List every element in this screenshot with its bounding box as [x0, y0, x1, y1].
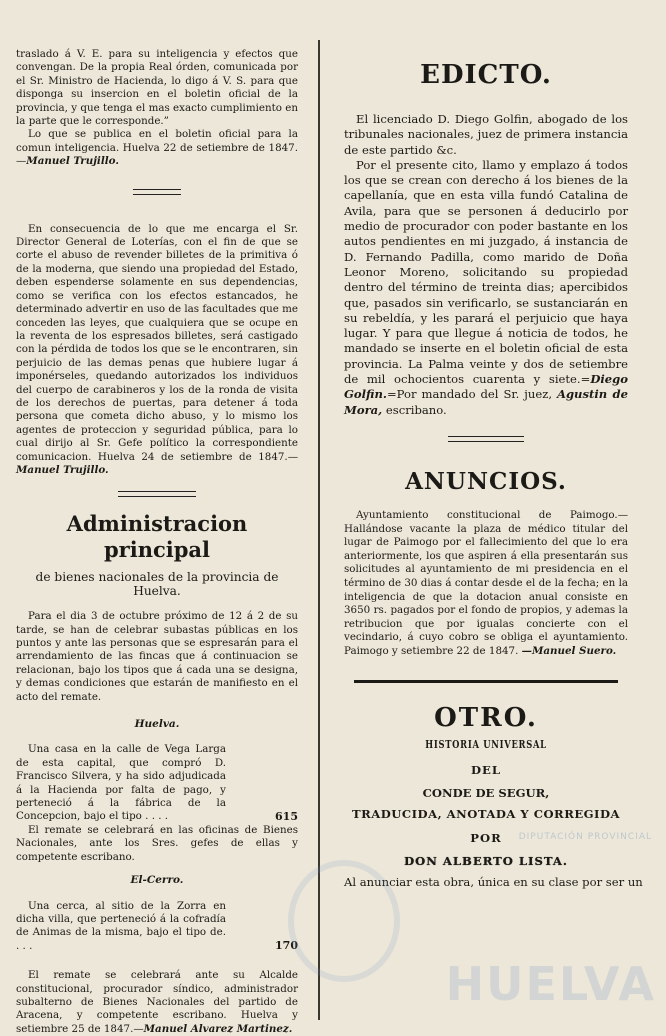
item-note: El remate se celebrará en las oficinas de Bienes Nacionales, ante los Sres. gefes de ellas y competente escribano.	[16, 823, 298, 863]
text-span: escribano.	[382, 402, 447, 417]
left-column	[16, 48, 298, 1036]
watermark-text: HUELVA	[445, 957, 656, 1011]
paragraph-final-notice	[16, 969, 298, 1036]
place-heading-huelva: Huelva.	[134, 718, 180, 731]
column-divider	[318, 40, 320, 1020]
book-title-historia: HISTORIA UNIVERSAL	[425, 737, 547, 752]
text-span: En consecuencia de lo que me encarga el Sr. Director General de Loterías, con el fin de que se corte el abuso de revender billetes de la primitiva ó de la moderna, que siendo una propiedad del Estado, deben espenderse solamente en sus dependencias, como se verifica con los efectos estancados, he determinado advertir en uso de las facultades que me conceden las leyes, que cualquiera que se ocupe en la reventa de los espresados billetes, será castigado con la pérdida de todos los que se le encontraren, sin perjuicio de las demas penas que hubiere lugar á imponérseles, quedando autorizados los individuos del cuerpo de carabineros y los de la ronda de visita de los derechos de puertas, para detener á toda persona que cometa dicho abuso, y lo mismo los agentes de proteccion y seguridad pública, para lo cual dirijo al Sr. Gefe político la correspondiente comunicacion. Huelva 24 de setiembre de 1847.—	[16, 222, 298, 463]
paragraph-auction-intro: Para el dia 3 de octubre próximo de 12 á 2 de su tarde, se han de celebrar subastas públicas en los puntos y ante las personas que se espresarán para el arrendamiento de las fincas que á continuacion se relacionan, bajo los tipos que á cada una se designa, y demas condiciones que estarán de manifiesto en el acto del remate.	[16, 610, 298, 703]
paragraph-publication-notice	[16, 128, 298, 168]
text-span: Ayuntamiento constitucional de Paimogo.—Hallándose vacante la plaza de médico titular del lugar de Paimogo por el fallecimiento del que lo era anteriormente, los que aspiren á ella presentarán sus solicitudes al ayuntamiento de mi presidencia en el término de 30 dias á contar desde el de la fecha; en la inteligencia de que la dotacion anual consiste en 3650 rs. pagados por el fondo de propios, y ademas la retribucion que por igualas concierte con el vecindario, á cuyo cobro se obliga el ayuntamiento. Paimogo y setiembre 22 de 1847.	[344, 508, 628, 657]
closing-line: Al anunciar esta obra, única en su clase por ser un	[344, 875, 643, 890]
signature: Agustin de Mora,	[344, 387, 628, 417]
signature: —Manuel Suero.	[521, 644, 617, 657]
signature: Manuel Alvarez Martinez.	[143, 1022, 293, 1035]
book-author-conde: CONDE DE SEGUR,	[422, 786, 550, 801]
anuncios-title: ANUNCIOS.	[405, 467, 567, 495]
auction-item-2	[16, 900, 298, 954]
section-title-administracion: Administracion principal	[66, 511, 248, 563]
section-subtitle: de bienes nacionales de la provincia de Huelva.	[35, 570, 279, 598]
book-subtitle: TRADUCIDA, ANOTADA Y CORREGIDA	[351, 807, 621, 822]
text-span: Lo que se publica en el boletin oficial para la comun inteligencia. Huelva 22 de setiembre de 1847.—	[16, 128, 298, 168]
place-heading-el-cerro: El-Cerro.	[130, 874, 184, 887]
auction-item-1	[16, 743, 298, 823]
edicto-body	[344, 158, 628, 418]
text-span: =Por mandado del Sr. juez,	[386, 387, 557, 402]
word-del: DEL	[470, 762, 502, 777]
signature: Diego Golfin.	[344, 372, 628, 402]
paragraph-lottery-notice	[16, 223, 298, 478]
word-por: POR	[470, 830, 502, 845]
edicto-intro: El licenciado D. Diego Golfin, abogado de los tribunales nacionales, juez de primera instancia de este partido &c.	[344, 112, 628, 157]
translator-name: DON ALBERTO LISTA.	[404, 853, 568, 868]
text-span: El remate se celebrará ante su Alcalde constitucional, procurador síndico, administrador subalterno de Bienes Nacionales del partido de Aracena, y competente escribano. Huelva y setiembre 25 de 1847.—	[16, 969, 298, 1035]
anuncio-paimogo	[344, 509, 628, 659]
edicto-title: EDICTO.	[420, 60, 552, 90]
text-span: Por el presente cito, llamo y emplazo á todos los que se crean con derecho á los bienes de la capellanía, que en esta villa fundó Catalina de Avila, para que se personen á deducirlo por medio de procurador con poder bastante en los autos pendientes en mi juzgado, á instancia de D. Fernando Padilla, como marido de Doña Leonor Moreno, solicitando su propiedad dentro del término de treinta dias; apercibidos que, pasados sin verificarlo, se sustanciarán en su rebeldía, y les parará el perjuicio que haya lugar. Y para que llegue á noticia de todos, he mandado se inserte en el boletin oficial de esta provincia. La Palma veinte y dos de setiembre de mil ochocientos cuarenta y siete.=	[344, 157, 628, 387]
signature: Manuel Trujillo.	[26, 155, 119, 168]
right-column	[344, 60, 643, 891]
item-description: Una casa en la calle de Vega Larga de esta capital, que compró D. Francisco Silvera, y ha sido adjudicada á la Hacienda por falta de pago, y perteneció á la fábrica de la Concepcion, bajo el tipo . . . .	[16, 743, 226, 823]
otro-title: OTRO.	[434, 703, 538, 734]
item-description: Una cerca, al sitio de la Zorra en dicha villa, que perteneció á la cofradía de Animas de la misma, bajo el tipo de. . . .	[16, 899, 226, 952]
watermark-subtitle: DIPUTACIÓN PROVINCIAL	[518, 832, 652, 842]
paragraph-royal-order: traslado á V. E. para su inteligencia y efectos que convengan. De la propia Real órden, comunicada por el Sr. Ministro de Hacienda, lo digo á V. S. para que disponga su insercion en el boletin oficial de la provincia, y que tenga el mas exacto cumplimiento en la parte que le corresponde.”	[16, 48, 298, 128]
signature: Manuel Trujillo.	[16, 463, 109, 476]
item-price: 615	[275, 809, 298, 823]
item-price: 170	[275, 939, 298, 953]
